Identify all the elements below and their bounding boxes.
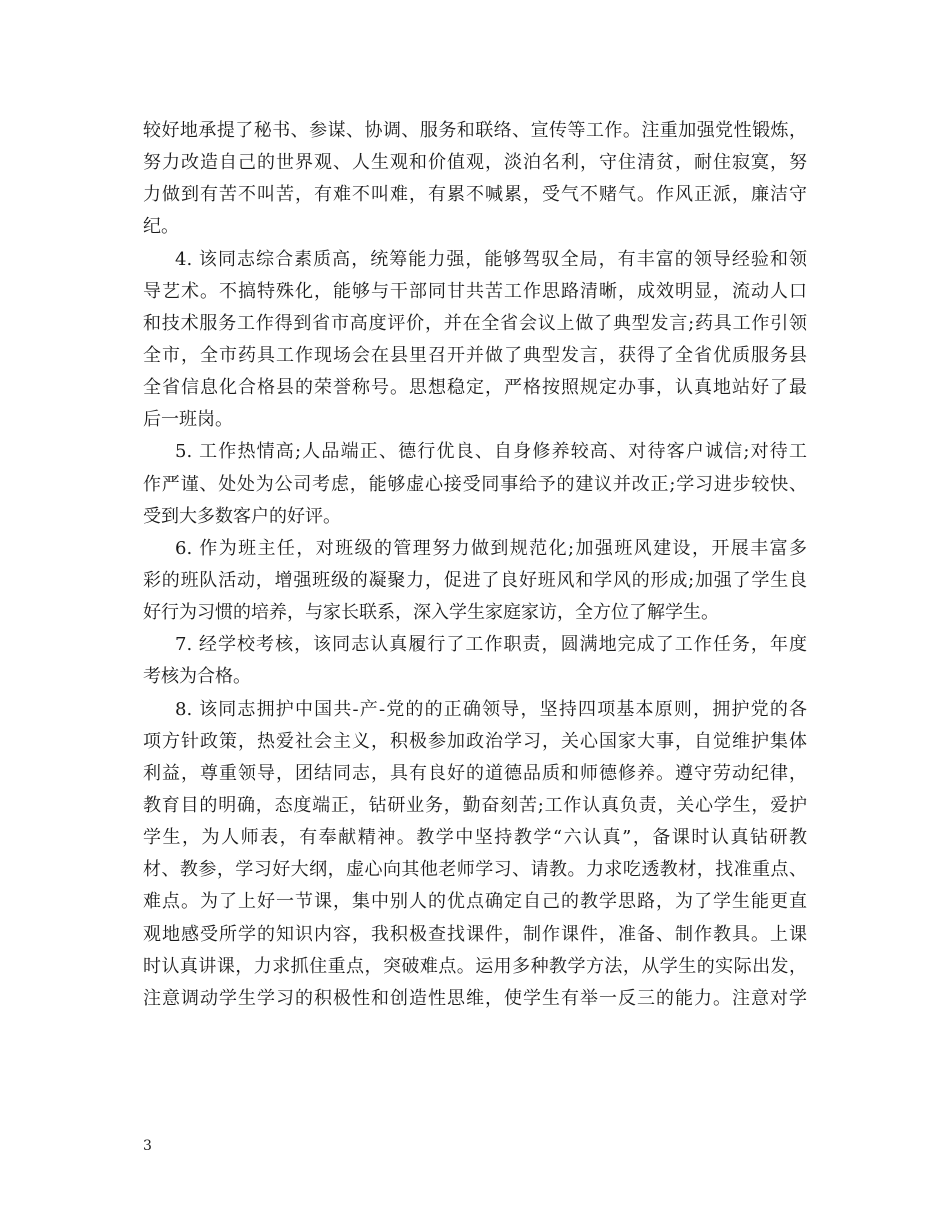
text-line: 项方针政策，热爱社会主义，积极参加政治学习，关心国家大事，自觉维护集体 xyxy=(143,730,807,752)
text-line: 全省信息化合格县的荣誉称号。思想稳定，严格按照规定办事，认真地站好了最 xyxy=(143,377,807,399)
text-line: 利益，尊重领导，团结同志，具有良好的道德品质和师德修养。遵守劳动纪律， xyxy=(143,762,807,784)
page-number: 3 xyxy=(143,1138,152,1154)
text-line: 受到大多数客户的好评。 xyxy=(143,505,341,527)
paragraph-7-line: 7. 经学校考核，该同志认真履行了工作职责，圆满地完成了工作任务，年度 xyxy=(175,634,807,656)
text-line: 和技术服务工作得到省市高度评价，并在全省会议上做了典型发言;药具工作引领 xyxy=(143,312,807,334)
text-line: 后一班岗。 xyxy=(143,409,233,431)
paragraph-8-line: 8. 该同志拥护中国共-产-党的的正确领导，坚持四项基本原则，拥护党的各 xyxy=(175,698,807,720)
paragraph-5-line: 5. 工作热情高;人品端正、德行优良、自身修养较高、对待客户诚信;对待工 xyxy=(175,441,807,463)
text-line: 作严谨、处处为公司考虑，能够虚心接受同事给予的建议并改正;学习进步较快、 xyxy=(143,473,807,495)
text-line: 导艺术。不搞特殊化，能够与干部同甘共苦工作思路清晰，成效明显，流动人口 xyxy=(143,280,807,302)
text-line: 彩的班队活动，增强班级的凝聚力，促进了良好班风和学风的形成;加强了学生良 xyxy=(143,569,807,591)
text-line: 努力改造自己的世界观、人生观和价值观，淡泊名利，守住清贫，耐住寂寞，努 xyxy=(143,152,807,174)
text-line: 考核为合格。 xyxy=(143,666,251,688)
text-line: 注意调动学生学习的积极性和创造性思维，使学生有举一反三的能力。注意对学 xyxy=(143,987,807,1009)
text-line: 好行为习惯的培养，与家长联系，深入学生家庭家访，全方位了解学生。 xyxy=(143,602,719,624)
paragraph-6-line: 6. 作为班主任，对班级的管理努力做到规范化;加强班风建设，开展丰富多 xyxy=(175,537,807,559)
text-line: 难点。为了上好一节课，集中别人的优点确定自己的教学思路，为了学生能更直 xyxy=(143,891,807,913)
text-line: 材、教参，学习好大纲，虚心向其他老师学习、请教。力求吃透教材，找准重点、 xyxy=(143,859,807,881)
text-line: 时认真讲课，力求抓住重点，突破难点。运用多种教学方法，从学生的实际出发， xyxy=(143,955,807,977)
text-line: 力做到有苦不叫苦，有难不叫难，有累不喊累，受气不赌气。作风正派，廉洁守 xyxy=(143,184,807,206)
text-line: 学生，为人师表，有奉献精神。教学中坚持教学“六认真”，备课时认真钻研教 xyxy=(143,827,807,849)
text-line: 教育目的明确，态度端正，钻研业务，勤奋刻苦;工作认真负责，关心学生，爱护 xyxy=(143,794,807,816)
document-body xyxy=(143,115,807,1015)
text-line: 全市，全市药具工作现场会在县里召开并做了典型发言，获得了全省优质服务县 xyxy=(143,344,807,366)
text-line: 观地感受所学的知识内容，我积极查找课件，制作课件，准备、制作教具。上课 xyxy=(143,923,807,945)
paragraph-4-line: 4. 该同志综合素质高，统筹能力强，能够驾驭全局，有丰富的领导经验和领 xyxy=(175,248,807,270)
text-line: 纪。 xyxy=(143,216,179,238)
text-line: 较好地承提了秘书、参谋、协调、服务和联络、宣传等工作。注重加强党性锻炼， xyxy=(143,120,807,141)
